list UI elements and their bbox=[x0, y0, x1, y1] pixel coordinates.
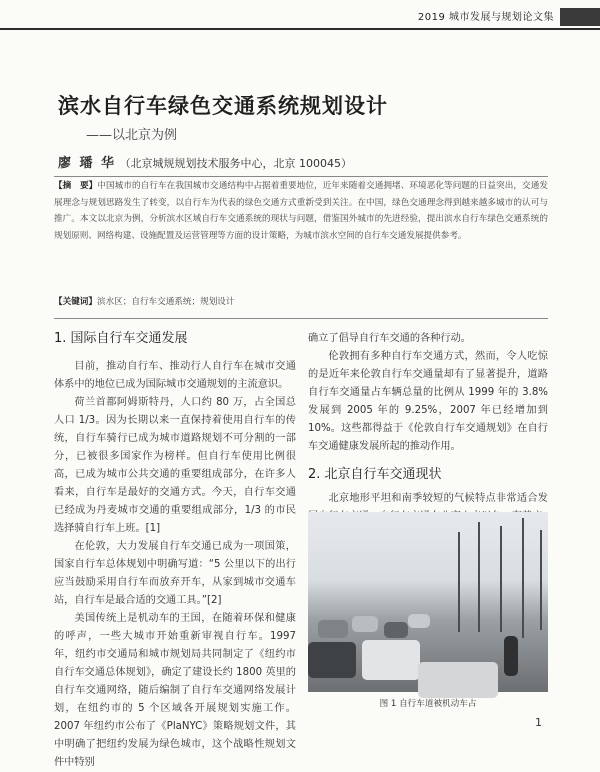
author-affiliation: （北京城规规划技术服务中心，北京 100045） bbox=[119, 157, 353, 170]
section-1-paragraph: 美国传统上是机动车的王国，在随着环保和健康的呼声，一些大城市开始重新审视自行车。1997 年，纽约市交通局和城市规划局共同制定了《纽约市自行车交通总体规划》，确定了建设长约 1800 英里的自行车交通网络，随后编制了自行车交通网络发展计划，在纽约市的 5 个区域各开展规划实施工作。2007 年纽约市公布了《PlaNYC》策略规划文件，其中明确了把纽约发展为绿色城市，这个战略性规划文件中特别 bbox=[54, 613, 296, 768]
section-1-paragraph: 荷兰首都阿姆斯特丹，人口约 80 万，占全国总人口 1/3。因为长期以来一直保持着使用自行车的传统，自行车骑行已成为城市道路规划不可分割的一部分，已被很多国家作为榜样。但自行车使用比例很高，已成为城市公共交通的重要组成部分，在许多人看来，自行车是最好的交通方式。今天，自行车交通已经成为丹麦城市交通的重要组成部分，1/3 的市民选择骑自行车上班。[1] bbox=[54, 397, 296, 534]
abstract-top-rule bbox=[54, 176, 548, 177]
keywords-text: 滨水区；自行车交通系统；规划设计 bbox=[96, 297, 235, 307]
column-2-paragraph: 伦敦拥有多种自行车交通方式，然而，令人吃惊的是近年来伦敦自行车交通量却有了显著提升，道路自行车交通量占车辆总量的比例从 1999 年的 3.8% 发展到 2005 年的 9.25%，2007 年已经增加到 10%。这些都得益于《伦敦自行车交通规划》在自行车交通健康发展所起的推动作用。 bbox=[308, 351, 548, 452]
article-title: 滨水自行车绿色交通系统规划设计 bbox=[58, 94, 388, 118]
section-1-heading: 1. 国际自行车交通发展 bbox=[54, 331, 188, 346]
column-2-paragraph: 确立了倡导自行车交通的各种行动。 bbox=[308, 333, 471, 344]
abstract bbox=[54, 178, 548, 311]
left-column bbox=[54, 330, 296, 768]
abstract-text: 中国城市的自行车在我国城市交通结构中占据着重要地位，近年来随着交通拥堵、环境恶化等问题的日益突出，交通发展理念与规划思路发生了转变，以自行车为代表的绿色交通方式重新受到关注。在中国，绿色交通理念得到越来越多城市的认可与推广。本文以北京为例，分析滨水区域自行车交通系统的现状与问题，借鉴国外城市的先进经验，提出滨水自行车绿色交通系统的规划原则、网络构建、设施配置及运营管理等方面的设计策略，为城市滨水空间的自行车交通发展提供参考。 bbox=[54, 181, 548, 241]
author-name: 廖 璠 华 bbox=[58, 156, 117, 171]
abstract-bottom-rule bbox=[54, 318, 548, 319]
section-1-paragraph: 目前，推动自行车、推动行人自行车在城市交通体系中的地位已成为国际城市交通规划的主流意识。 bbox=[54, 361, 296, 390]
keywords-label: 【关键词】 bbox=[54, 297, 97, 307]
figure-caption: 图 1 自行车道被机动车占 bbox=[379, 699, 477, 709]
abstract-label: 【摘 要】 bbox=[54, 181, 98, 191]
keywords-line bbox=[54, 294, 548, 311]
figure-photo-street-traffic bbox=[308, 512, 548, 692]
page-number: 1 bbox=[535, 716, 542, 729]
section-2-heading: 2. 北京自行车交通现状 bbox=[308, 467, 442, 482]
author-line bbox=[58, 152, 352, 171]
journal-title: 2019 城市发展与规划论文集 bbox=[417, 12, 554, 23]
section-1-paragraph: 在伦敦，大力发展自行车交通已成为一项国策，国家自行车总体规划中明确写道：“5 公里以下的出行应当鼓励采用自行车而放弃开车，从家到城市交通车站，自行车是最合适的交通工具。”[2] bbox=[54, 541, 296, 606]
section-2-paragraph: 北京地形平坦和南季较短的气候特点非常适合发 bbox=[328, 493, 548, 504]
article-subtitle: ——以北京为例 bbox=[86, 128, 178, 143]
header-rule bbox=[0, 28, 600, 30]
right-column bbox=[308, 330, 548, 506]
header-tab bbox=[560, 8, 600, 26]
running-header bbox=[0, 0, 600, 36]
